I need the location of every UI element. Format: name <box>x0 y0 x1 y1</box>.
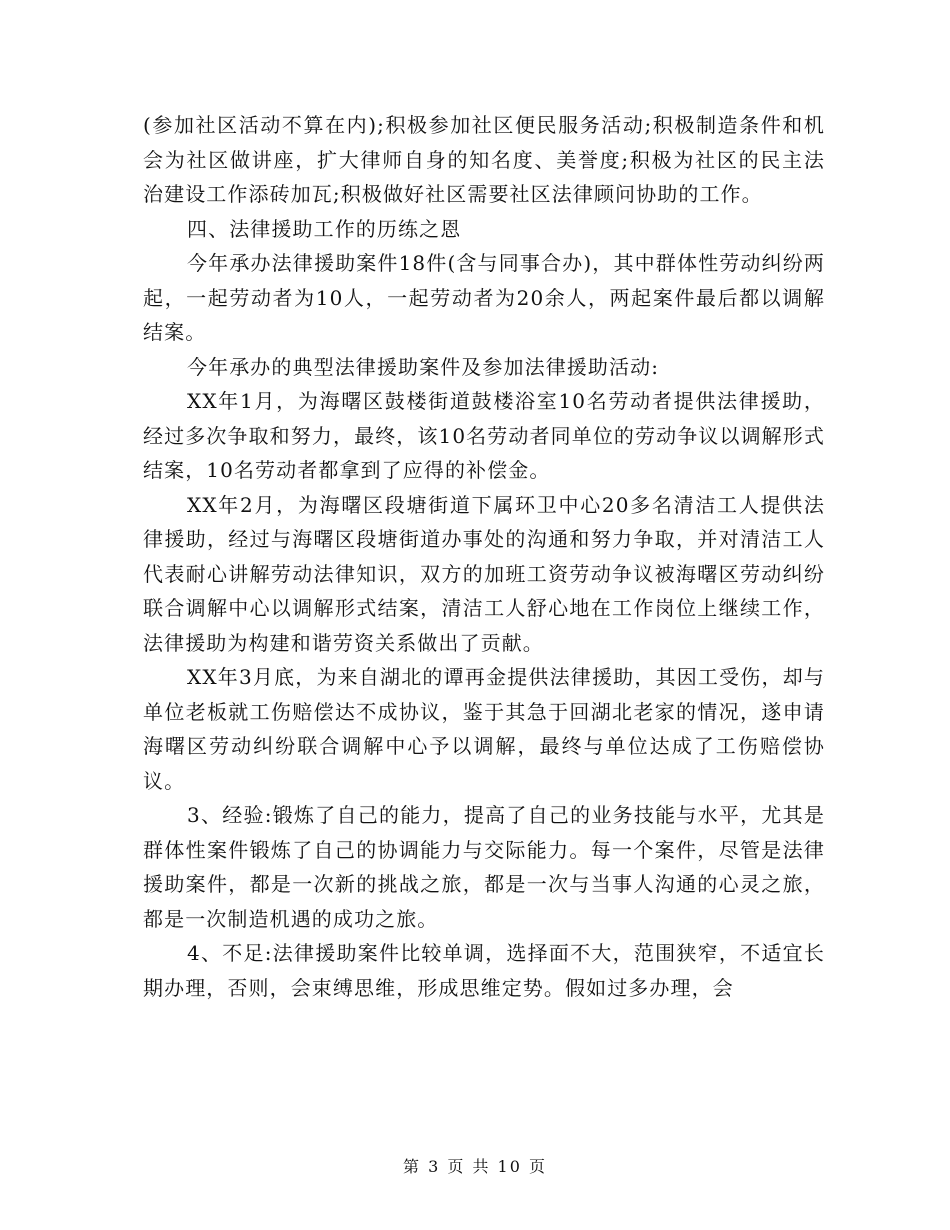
paragraph-continuation: (参加社区活动不算在内);积极参加社区便民服务活动;积极制造条件和机会为社区做讲座，扩大律师自身的知名度、美誉度;积极为社区的民主法治建设工作添砖加瓦;积极做好社区需要社区法律顾问协助的工作。 <box>143 113 825 206</box>
paragraph-case-january: XX年1月，为海曙区鼓楼街道鼓楼浴室10名劳动者提供法律援助，经过多次争取和努力，最终，该10名劳动者同单位的劳动争议以调解形式结案，10名劳动者都拿到了应得的补偿金。 <box>143 389 825 482</box>
paragraph-case-march: XX年3月底，为来自湖北的谭再金提供法律援助，其因工受伤，却与单位老板就工伤赔偿达不成协议，鉴于其急于回湖北老家的情况，遂申请海曙区劳动纠纷联合调解中心予以调解，最终与单位达成了工伤赔偿协议。 <box>143 665 825 793</box>
paragraph-experience: 3、经验:锻炼了自己的能力，提高了自己的业务技能与水平，尤其是群体性案件锻炼了自己的协调能力与交际能力。每一个案件，尽管是法律援助案件，都是一次新的挑战之旅，都是一次与当事人沟通的心灵之旅，都是一次制造机遇的成功之旅。 <box>143 803 825 931</box>
section-heading: 四、法律援助工作的历练之恩 <box>187 216 462 241</box>
document-body <box>143 108 825 1005</box>
paragraph-typical-cases-intro: 今年承办的典型法律援助案件及参加法律援助活动: <box>187 354 660 379</box>
paragraph-case-february: XX年2月，为海曙区段塘街道下属环卫中心20多名清洁工人提供法律援助，经过与海曙区段塘街道办事处的沟通和努力争取，并对清洁工人代表耐心讲解劳动法律知识，双方的加班工资劳动争议被海曙区劳动纠纷联合调解中心以调解形式结案，清洁工人舒心地在工作岗位上继续工作，法律援助为构建和谐劳资关系做出了贡献。 <box>143 492 825 655</box>
paragraph-shortcomings: 4、不足:法律援助案件比较单调，选择面不大，范围狭窄，不适宜长期办理，否则，会束缚思维，形成思维定势。假如过多办理，会 <box>143 941 825 1000</box>
paragraph-case-count: 今年承办法律援助案件18件(含与同事合办)，其中群体性劳动纠纷两起，一起劳动者为10人，一起劳动者为20余人，两起案件最后都以调解结案。 <box>143 251 825 344</box>
page-footer: 第 3 页 共 10 页 <box>403 1157 547 1176</box>
